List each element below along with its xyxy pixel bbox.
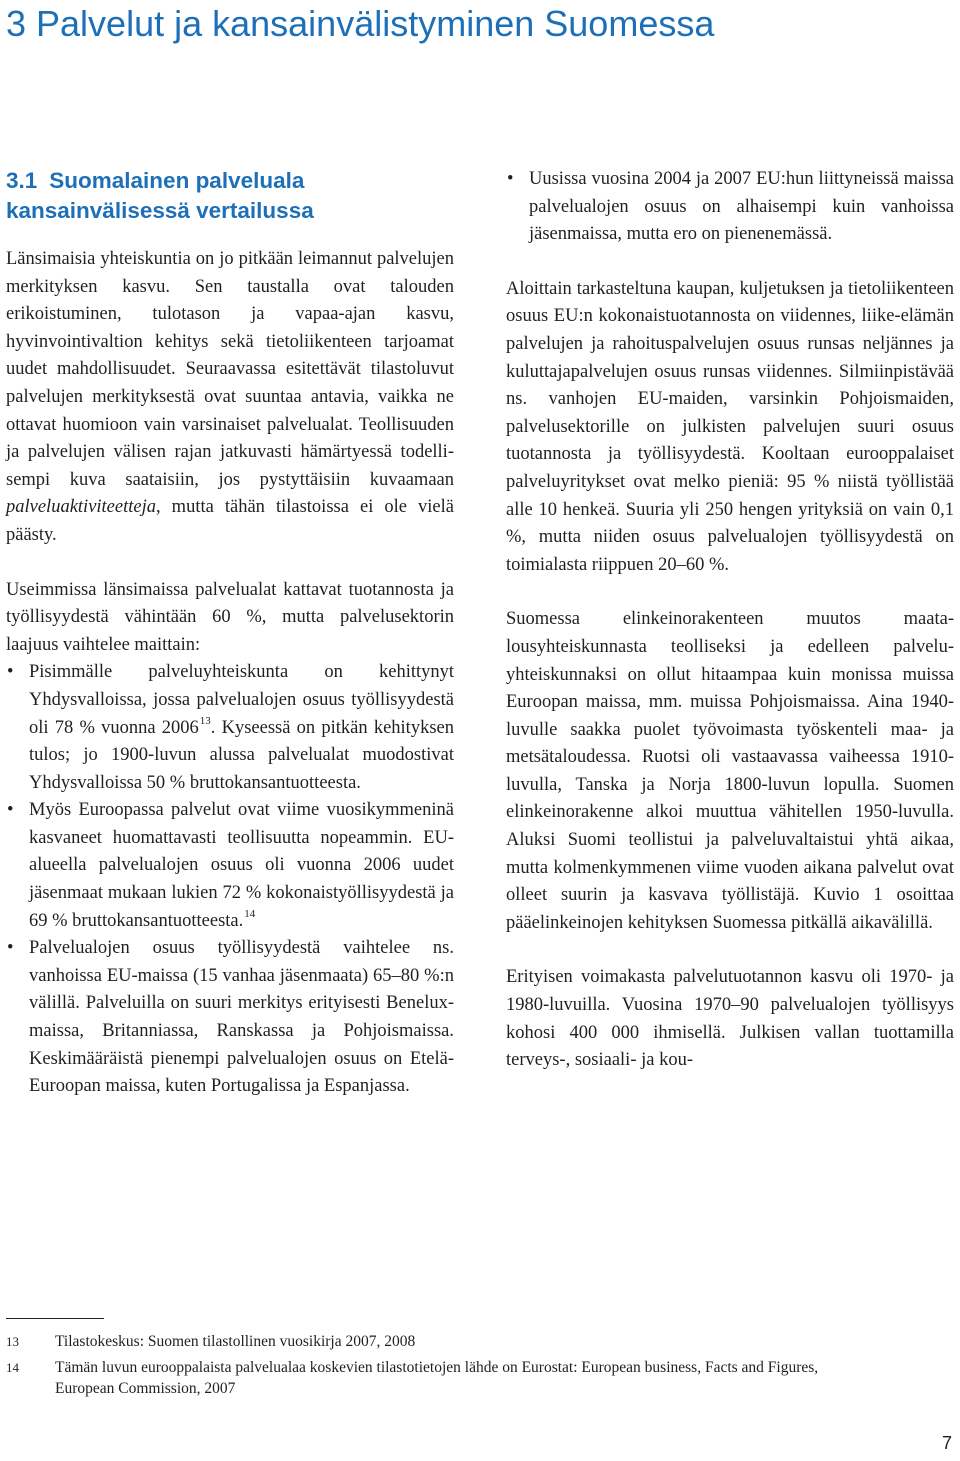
footnote-text: Tämän luvun eurooppalaista palvelualaa koskevien tilastotietojen lähde on Eurostat: European business, Facts and Figures, European Commission, 2007 <box>55 1359 819 1397</box>
footnote-13 <box>6 1331 866 1352</box>
paragraph-1-end: , mutta tähän tilastoissa ei ole vielä päästy. <box>6 497 454 545</box>
section-title-line1: Suomalainen palveluala <box>49 168 305 193</box>
paragraph-4: Suomessa elinkeinorakenteen muutos maatalousyhteiskunnasta teolliseksi ja edelleen palveluyhteiskunnaksi on ollut hitaampaa kuin monissa muissa Euroopan maissa, mm. muissa Pohjoismaissa. Aina 1940-luvulle saakka puolet työvoimasta työskenteli maa- ja metsätaloudessa. Ruotsi oli vastaavassa vaiheessa 1910-luvulla, Tanska ja Norja 1800-luvun lopulla. Suomen elinkeinorakenne alkoi muuttua vähitellen 1950-luvulla. Aluksi Suomi teollistui ja palveluvaltaistui yhtä aikaa, mutta kolmenkymmenen viime vuoden aikana palvelut ovat olleet suurin ja kasvava työllistäjä. Kuvio 1 osoittaa pääelinkeinojen kehityksen Suomessa pitkällä aikavälillä. <box>506 609 954 933</box>
chapter-title: 3 Palvelut ja kansainvälistyminen Suomessa <box>6 3 715 44</box>
footnote-number: 13 <box>6 1334 19 1349</box>
paragraph-3: Aloittain tarkasteltuna kaupan, kuljetuksen ja tietoliikenteen osuus EU:n kokonaistuotannosta on viidennes, liike-elämän palvelujen ja rahoituspalvelujen osuus runsas neljännes ja kuluttajapalvelujen osuus runsas viidennes. Silmiinpistävää ns. vanhojen EU-maiden, varsinkin Pohjoismaiden, palvelusektorille on julkisten palvelujen suuri osuus tuotannosta ja työllisyydestä. Kooltaan eurooppalaiset palveluyritykset ovat melko pieniä: 95 % niistä työllistää alle 10 henkeä. Suuria yli 250 hengen yrityksiä on vain 0,1 %, mutta niiden osuus palvelualojen työllisyydestä on toimialasta riippuen 20–60 %. <box>506 278 954 575</box>
paragraph-2: Useimmissa länsimaissa palvelualat kattavat tuotannosta ja työllisyydestä vähintään 60 %, mutta palvelusektorin laajuus vaihtelee maittain: <box>6 579 454 655</box>
footnotes <box>6 1331 866 1404</box>
bullet-item-europe <box>6 797 454 935</box>
bullet-item-europe-text: Myös Euroopassa palvelut ovat viime vuosikymmeninä kasvaneet huomattavasti teollisuutta nopeammin. EU-alueella palvelualojen osuus oli vuonna 2006 uudet jäsenmaat mukaan lukien 72 % kokonaistyöllisyydestä ja 69 % bruttokansantuotteesta. <box>29 800 454 931</box>
bullet-item-new-eu-text: Uusissa vuosina 2004 ja 2007 EU:hun liittyneissä maissa palvelualojen osuus on alhaisempi kuin vanhoissa jäsenmaissa, mutta ero on pienenemässä. <box>529 169 954 245</box>
bullet-item-usa <box>6 659 454 797</box>
paragraph-1-italic: palveluaktiviteetteja <box>6 497 156 518</box>
page-number: 7 <box>941 1433 952 1453</box>
bullet-item-new-eu <box>506 166 954 249</box>
section-number: 3.1 <box>6 168 38 193</box>
left-column <box>6 166 454 1101</box>
paragraph-5: Erityisen voimakasta palvelutuotannon kasvu oli 1970- ja 1980-luvuilla. Vuosina 1970–90 palvelualojen työllisyys kohosi 400 000 ihmisellä. Julkisen vallan tuottamilla terveys-, sosiaali- ja kou- <box>506 967 954 1071</box>
bullet-item-usa-text: Pisimmälle palveluyhteiskunta on kehittynyt Yhdysvalloissa, jossa palvelualojen osuus työllisyydestä oli 78 % vuonna 2006 <box>29 662 454 738</box>
bullet-item-old-eu <box>6 935 454 1101</box>
bullet-item-old-eu-text: Palvelualojen osuus työllisyydestä vaihtelee ns. vanhoissa EU-maissa (15 vanhaa jäsenmaata) 65–80 %:n välillä. Palveluilla on suuri merkitys erityisesti Benelux-maissa, Britanniassa, Ranskassa ja Pohjoismaissa. Keskimääräistä pienempi palvelualojen osuus on Etelä-Euroopan maissa, kuten Portugalissa ja Espanjassa. <box>29 938 454 1097</box>
footnote-divider <box>6 1318 104 1319</box>
footnote-ref-13: 13 <box>199 714 211 727</box>
paragraph-1 <box>6 246 454 550</box>
footnote-ref-14: 14 <box>244 907 256 920</box>
paragraph-1-text: Länsimaisia yhteiskuntia on jo pitkään leimannut palvelujen merkityksen kasvu. Sen taustalla ovat talouden erikoistuminen, tulotason ja vapaa-ajan kasvu, hyvinvointivaltion kehitys sekä tietoliikenteen tarjoamat uudet mahdollisuudet. Seuraavassa esitettävät tilastoluvut palvelujen merkityksestä ovat suuntaa antavia, vaikka ne ottavat huomioon vain varsinaiset palvelualat. Teollisuuden ja palvelujen välisen rajan jatkuvasti hämärtyessä todellisempi kuva saataisiin, jos pystyttäisiin kuvaamaan <box>6 249 454 490</box>
right-column <box>506 166 954 1075</box>
footnote-14 <box>6 1357 866 1399</box>
footnote-text: Tilastokeskus: Suomen tilastollinen vuosikirja 2007, 2008 <box>55 1333 416 1350</box>
bullet-list-left <box>6 659 454 1101</box>
section-heading <box>6 166 454 226</box>
footnote-number: 14 <box>6 1360 19 1375</box>
section-title-line2: kansainvälisessä vertailussa <box>6 198 314 223</box>
bullet-list-right <box>506 166 954 249</box>
bullet-item-usa-end: . Kyseessä on pitkän kehityksen tulos; jo 1900-luvun alussa palvelualat muodostivat Yhdysvalloissa 50 % bruttokansantuotteesta. <box>29 717 454 793</box>
